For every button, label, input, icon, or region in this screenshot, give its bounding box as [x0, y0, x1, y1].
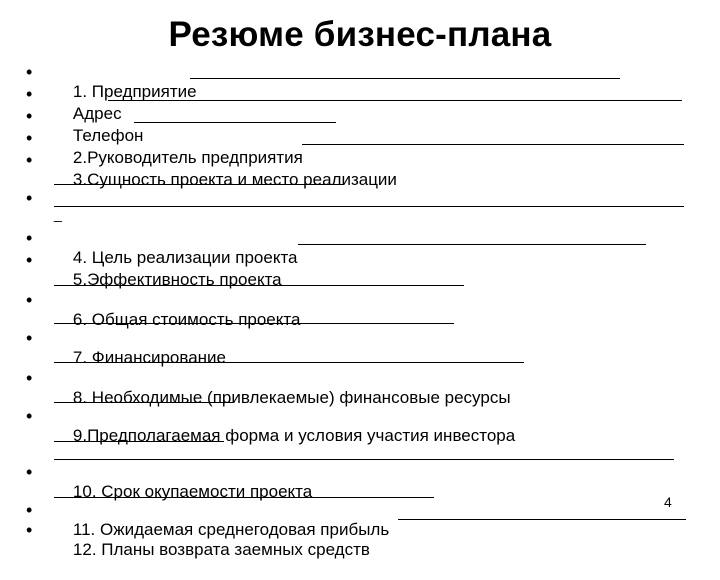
bullet-marker: •: [26, 62, 33, 82]
fill-in-line: [190, 77, 620, 79]
bullet-marker: •: [26, 290, 33, 310]
item-label: 6. Общая стоимость проекта: [72, 310, 301, 329]
fill-in-line: [54, 458, 674, 460]
fill-in-line: [398, 518, 686, 520]
item-label: 8. Необходимые (привлекаемые) финансовые ресурсы: [72, 388, 511, 407]
item-label: 7. Финансирование: [72, 348, 226, 367]
item-label: 4. Цель реализации проекта: [72, 248, 298, 267]
fill-in-line: [134, 121, 336, 123]
bullet-marker: •: [26, 128, 33, 148]
fill-in-line: [54, 361, 524, 363]
fill-in-line: [54, 440, 224, 442]
fill-in-line: [54, 401, 234, 403]
item-label: 11. Ожидаемая среднегодовая прибыль: [72, 520, 390, 539]
bullet-marker: •: [26, 462, 33, 482]
bullet-marker: •: [26, 228, 33, 248]
fill-in-line: [302, 143, 684, 145]
item-label: 10. Срок окупаемости проекта: [72, 482, 313, 501]
item-label: 9.Предполагаемая форма и условия участия инвестора: [72, 426, 516, 445]
fill-in-line: [54, 322, 454, 324]
bullet-marker: •: [26, 520, 33, 540]
fill-in-line: [54, 284, 464, 286]
bullet-marker: •: [26, 188, 33, 208]
bullet-marker: •: [26, 150, 33, 170]
bullet-marker: •: [26, 500, 33, 520]
item-label: 1. Предприятие: [72, 82, 197, 101]
fill-in-line: [108, 99, 682, 101]
bullet-marker: •: [26, 106, 33, 126]
bullet-marker: •: [26, 406, 33, 426]
page-number: 4: [664, 494, 672, 510]
fill-in-line: [54, 496, 434, 498]
fill-in-line: [54, 205, 684, 207]
list-item: [54, 150, 397, 210]
list-item: [54, 520, 370, 580]
item-label: Телефон: [72, 126, 144, 145]
line-continuation: _: [54, 206, 62, 222]
bullet-marker: •: [26, 328, 33, 348]
fill-in-line: [54, 183, 344, 185]
list-item: [54, 406, 515, 466]
page-title: Резюме бизнес-плана: [168, 15, 552, 54]
item-label: 3.Сущность проекта и место реализации: [72, 170, 397, 189]
item-label: 2.Руководитель предприятия: [72, 148, 303, 167]
bullet-marker: •: [26, 368, 33, 388]
bullet-marker: •: [26, 250, 33, 270]
item-label: 5.Эффективность проекта: [72, 270, 282, 289]
item-label: Адрес: [72, 104, 122, 123]
item-label: 12. Планы возврата заемных средств: [72, 540, 370, 559]
fill-in-line: [298, 243, 646, 245]
bullet-marker: •: [26, 84, 33, 104]
